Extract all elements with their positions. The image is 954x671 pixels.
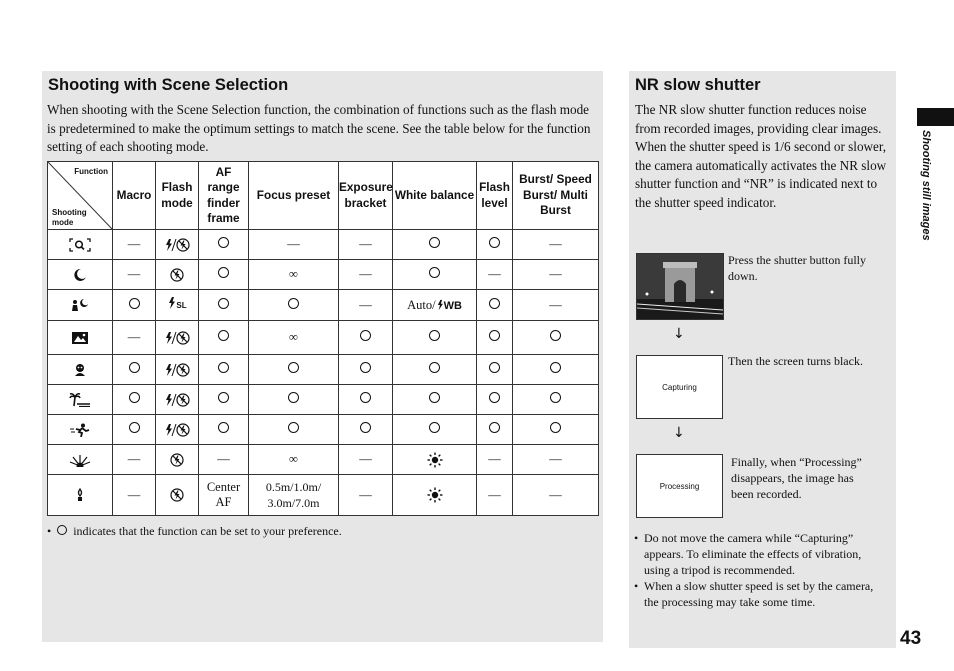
table-cell — [249, 415, 339, 445]
table-cell: — — [113, 445, 156, 475]
table-row — [48, 260, 599, 290]
circle-icon — [288, 362, 299, 373]
table-cell — [393, 475, 477, 516]
table-cell — [393, 355, 477, 385]
circle-icon — [218, 298, 229, 309]
table-cell — [113, 290, 156, 321]
table-cell — [477, 385, 513, 415]
nr-title: NR slow shutter — [635, 76, 761, 94]
table-cell: — — [339, 445, 393, 475]
table-row — [48, 290, 599, 321]
circle-icon — [218, 362, 229, 373]
table-cell — [339, 321, 393, 355]
table-row — [48, 321, 599, 355]
header-flash-mode: Flash mode — [156, 162, 199, 230]
table-cell: — — [513, 475, 599, 516]
flash-auto-off-icon — [156, 238, 198, 252]
table-cell — [156, 260, 199, 290]
flash-auto-off-icon — [156, 363, 198, 377]
table-cell — [113, 415, 156, 445]
magnifier-frame-icon — [48, 238, 112, 252]
circle-icon — [218, 392, 229, 403]
wb-auto-flash: Auto/ WB — [407, 297, 462, 312]
circle-icon — [489, 330, 500, 341]
circle-icon — [429, 267, 440, 278]
scene-selection-title: Shooting with Scene Selection — [48, 76, 289, 94]
table-cell: — — [477, 260, 513, 290]
table-cell — [513, 355, 599, 385]
down-arrow-icon: ↓ — [673, 326, 685, 342]
table-cell: — — [339, 290, 393, 321]
circle-icon — [360, 362, 371, 373]
table-cell — [513, 415, 599, 445]
table-row — [48, 230, 599, 260]
fireworks-icon — [48, 453, 112, 467]
table-cell — [156, 230, 199, 260]
page-number: 43 — [900, 628, 922, 649]
scene-selection-intro: When shooting with the Scene Selection function, the combination of functions such as the flash mode is predetermined to make the optimum settings to match the scene. See the table below for the function setting of each shooting mode. — [47, 102, 591, 154]
table-row — [48, 415, 599, 445]
table-cell — [199, 321, 249, 355]
circle-icon — [288, 392, 299, 403]
table-cell — [393, 445, 477, 475]
table-cell — [156, 385, 199, 415]
mode-cell — [48, 415, 113, 445]
flash-icon — [436, 299, 444, 311]
mode-cell — [48, 321, 113, 355]
circle-icon — [489, 362, 500, 373]
circle-icon — [489, 422, 500, 433]
nr-intro: The NR slow shutter function reduces noise from recorded images, providing clear images. When the shutter speed is 1/6 second or slower, the camera automatically activates the NR slow shutter function and “NR” is indicated next to the shutter speed indicator. — [635, 102, 887, 210]
mode-cell — [48, 385, 113, 415]
table-cell: — — [513, 445, 599, 475]
scene-function-table — [47, 161, 599, 516]
table-cell: ∞ — [249, 445, 339, 475]
landscape-icon — [48, 331, 112, 345]
table-cell — [156, 290, 199, 321]
circle-icon — [57, 525, 67, 535]
moon-icon — [48, 268, 112, 282]
header-exposure-bracket: Exposure bracket — [339, 162, 393, 230]
table-cell — [199, 415, 249, 445]
table-row — [48, 475, 599, 516]
capturing-screen: Capturing — [636, 355, 723, 419]
table-cell — [113, 355, 156, 385]
circle-icon — [129, 392, 140, 403]
flash-auto-off-icon — [156, 423, 198, 437]
table-cell — [156, 355, 199, 385]
circle-icon — [360, 422, 371, 433]
table-cell: — — [113, 475, 156, 516]
table-cell: — — [113, 321, 156, 355]
circle-icon — [218, 330, 229, 341]
table-cell: — — [477, 445, 513, 475]
circle-icon — [218, 237, 229, 248]
mode-cell — [48, 475, 113, 516]
note-text: indicates that the function can be set to your preference. — [73, 524, 342, 538]
table-cell: — — [339, 475, 393, 516]
table-cell — [513, 321, 599, 355]
table-cell: — — [513, 230, 599, 260]
list-item: • Do not move the camera while “Capturing” appears. To eliminate the effects of vibration, using a tripod is recommended. — [634, 530, 889, 578]
circle-icon — [288, 422, 299, 433]
flash-off-icon — [156, 453, 198, 467]
circle-icon — [489, 392, 500, 403]
arc-de-triomphe-photo — [636, 253, 724, 320]
circle-icon — [218, 422, 229, 433]
section-label: Shooting still images — [920, 130, 932, 241]
circle-icon — [489, 298, 500, 309]
sports-icon — [48, 423, 112, 437]
table-cell — [477, 415, 513, 445]
table-body — [48, 230, 599, 516]
table-note — [47, 524, 342, 539]
circle-icon — [550, 362, 561, 373]
table-corner-cell — [48, 162, 113, 230]
table-cell — [393, 230, 477, 260]
table-cell — [393, 385, 477, 415]
table-row — [48, 445, 599, 475]
table-cell — [477, 355, 513, 385]
header-focus-preset: Focus preset — [249, 162, 339, 230]
table-cell — [156, 321, 199, 355]
mode-cell — [48, 290, 113, 321]
table-cell — [393, 290, 477, 321]
circle-icon — [550, 422, 561, 433]
table-cell: — — [513, 290, 599, 321]
table-cell: ∞ — [249, 260, 339, 290]
mode-cell — [48, 445, 113, 475]
table-cell: — — [513, 260, 599, 290]
table-cell — [249, 355, 339, 385]
table-cell — [393, 321, 477, 355]
corner-mode-label: Shooting mode — [52, 208, 87, 227]
step1-text: Press the shutter button fully down. — [728, 253, 866, 283]
header-af-frame: AF range finder frame — [199, 162, 249, 230]
table-cell — [199, 290, 249, 321]
daylight-wb-icon — [393, 487, 476, 503]
table-cell: — — [113, 230, 156, 260]
beach-icon — [48, 393, 112, 407]
circle-icon — [129, 298, 140, 309]
table-cell — [339, 415, 393, 445]
table-cell — [393, 415, 477, 445]
section-tab — [917, 108, 954, 126]
candle-icon — [48, 488, 112, 502]
circle-icon — [360, 392, 371, 403]
table-cell: ∞ — [249, 321, 339, 355]
step3-text: Finally, when “Processing” disappears, the image has been recorded. — [731, 455, 862, 501]
table-cell — [249, 290, 339, 321]
header-white-balance: White balance — [393, 162, 477, 230]
nr-notes-list — [634, 530, 889, 610]
circle-icon — [550, 392, 561, 403]
circle-icon — [360, 330, 371, 341]
table-cell — [339, 355, 393, 385]
table-cell: — — [339, 230, 393, 260]
circle-icon — [129, 422, 140, 433]
table-cell: 0.5m/1.0m/ 3.0m/7.0m — [249, 475, 339, 516]
circle-icon — [429, 362, 440, 373]
list-item: • When a slow shutter speed is set by the camera, the processing may take some time. — [634, 578, 889, 610]
circle-icon — [218, 267, 229, 278]
table-cell: — — [249, 230, 339, 260]
table-cell: — — [199, 445, 249, 475]
circle-icon — [288, 298, 299, 309]
table-cell — [199, 230, 249, 260]
table-cell: — — [477, 475, 513, 516]
table-cell — [113, 385, 156, 415]
table-cell — [199, 385, 249, 415]
table-cell: — — [113, 260, 156, 290]
down-arrow-icon: ↓ — [673, 425, 685, 441]
table-row — [48, 355, 599, 385]
table-cell — [393, 260, 477, 290]
corner-function-label: Function — [74, 167, 108, 176]
flash-slow-sync-icon: SL — [167, 296, 186, 310]
circle-icon — [129, 362, 140, 373]
circle-icon — [429, 392, 440, 403]
flash-auto-off-icon — [156, 393, 198, 407]
mode-cell — [48, 230, 113, 260]
soft-portrait-icon — [48, 363, 112, 377]
flash-off-icon — [156, 268, 198, 282]
circle-icon — [429, 237, 440, 248]
daylight-wb-icon — [393, 452, 476, 468]
table-cell — [156, 415, 199, 445]
mode-cell — [48, 355, 113, 385]
table-cell — [156, 475, 199, 516]
person-moon-icon — [48, 298, 112, 312]
mode-cell — [48, 260, 113, 290]
table-cell: Center AF — [199, 475, 249, 516]
table-cell — [199, 260, 249, 290]
circle-icon — [429, 330, 440, 341]
table-cell — [477, 321, 513, 355]
flash-off-icon — [156, 488, 198, 502]
header-burst: Burst/ Speed Burst/ Multi Burst — [513, 162, 599, 230]
table-row — [48, 385, 599, 415]
table-cell — [477, 290, 513, 321]
header-flash-level: Flash level — [477, 162, 513, 230]
table-cell — [339, 385, 393, 415]
circle-icon — [429, 422, 440, 433]
table-cell — [249, 385, 339, 415]
note-bullet: • — [47, 524, 52, 538]
table-cell — [156, 445, 199, 475]
table-cell — [513, 385, 599, 415]
header-macro: Macro — [113, 162, 156, 230]
circle-icon — [550, 330, 561, 341]
table-cell — [477, 230, 513, 260]
table-cell — [199, 355, 249, 385]
circle-icon — [489, 237, 500, 248]
table-cell: — — [339, 260, 393, 290]
step2-text: Then the screen turns black. — [728, 354, 863, 368]
flash-auto-off-icon — [156, 331, 198, 345]
processing-screen: Processing — [636, 454, 723, 518]
